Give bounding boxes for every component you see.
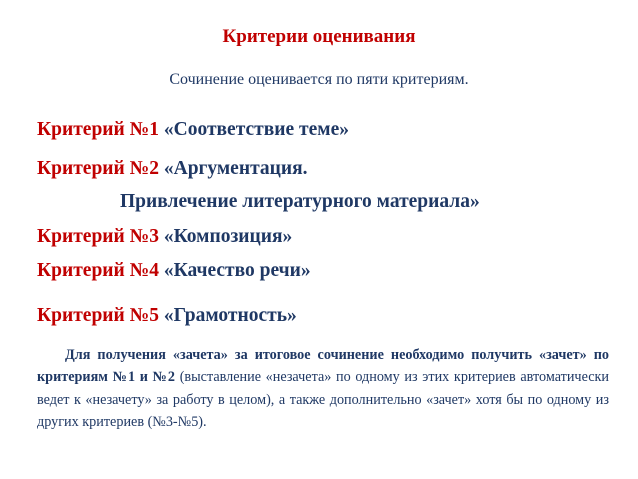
criterion-1-number: Критерий №1 [37, 119, 159, 140]
criterion-2 [37, 157, 308, 181]
criterion-3 [37, 225, 292, 249]
criterion-4 [37, 259, 311, 283]
criterion-1 [37, 118, 349, 142]
requirements-paragraph [37, 344, 609, 434]
requirements-note-rest: (выставление «незачета» по одному из этих критериев автоматически ведет к «незачету» за работу в целом), а также дополнительно «зачет» хотя бы по одному из других критериев (№3-№5). [37, 369, 609, 431]
criterion-3-number: Критерий №3 [37, 226, 159, 247]
criterion-3-name: «Композиция» [163, 226, 293, 247]
criterion-5 [37, 304, 297, 328]
criterion-1-name: «Соответствие теме» [163, 119, 349, 140]
page-title: Критерии оценивания [222, 26, 416, 47]
criterion-4-name: «Качество речи» [163, 260, 311, 281]
criterion-4-number: Критерий №4 [37, 260, 159, 281]
page-subtitle: Сочинение оценивается по пяти критериям. [169, 71, 469, 88]
criterion-2-name: «Аргументация. [163, 158, 308, 179]
requirements-note [37, 344, 609, 434]
criterion-5-number: Критерий №5 [37, 305, 159, 326]
criterion-5-name: «Грамотность» [163, 305, 297, 326]
requirements-note-bold: Для получения «зачета» за итоговое сочинение необходимо получить «зачет» по критериям №1 и №2 [37, 347, 609, 386]
criterion-2-continuation: Привлечение литературного материала» [120, 191, 480, 212]
criterion-2-number: Критерий №2 [37, 158, 159, 179]
